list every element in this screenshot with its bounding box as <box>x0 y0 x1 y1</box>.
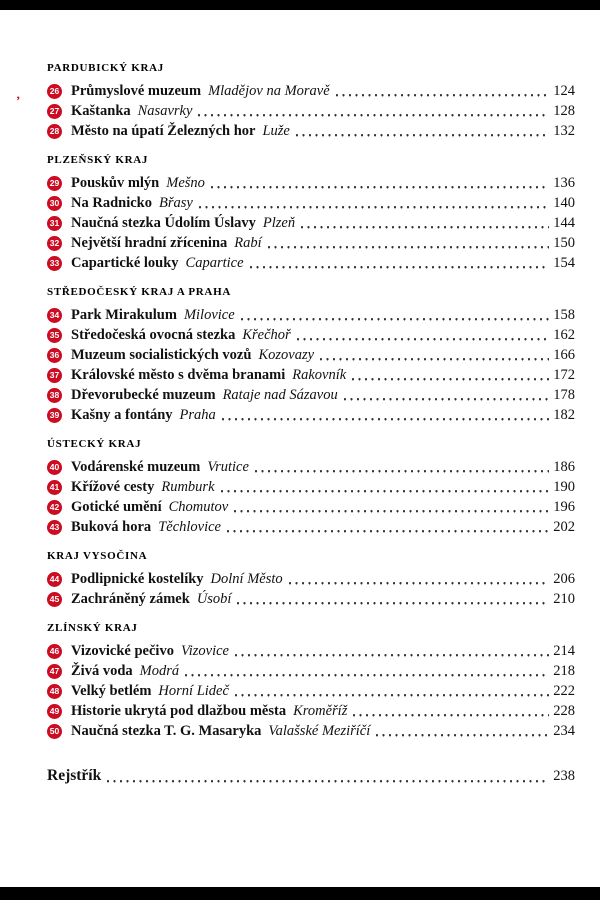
dot-leader <box>211 173 549 193</box>
toc-section <box>47 550 575 609</box>
entry-place: Capartice <box>185 254 244 271</box>
section-heading: PLZEŇSKÝ KRAJ <box>47 154 149 166</box>
entry-page-number: 222 <box>553 682 575 699</box>
entry-title: Kašny a fontány <box>71 406 173 423</box>
entry-page-number: 186 <box>553 458 575 475</box>
entry-place: Rakovník <box>292 366 347 383</box>
dot-leader <box>241 305 550 325</box>
entry-place: Kroměříž <box>293 702 348 719</box>
entry-page-number: 158 <box>553 306 575 323</box>
entry-title: Naučná stezka Údolím Úslavy <box>71 214 256 231</box>
entry-number-badge: 32 <box>47 236 62 251</box>
entry-page-number: 166 <box>553 346 575 363</box>
dot-leader <box>250 253 550 273</box>
toc-entry-row <box>47 701 575 721</box>
toc-section <box>47 438 575 537</box>
entry-page-number: 162 <box>553 326 575 343</box>
entry-number-badge: 49 <box>47 704 62 719</box>
toc-entry-row <box>47 517 575 537</box>
entry-number-badge: 42 <box>47 500 62 515</box>
entry-number-badge: 40 <box>47 460 62 475</box>
entry-number-badge: 48 <box>47 684 62 699</box>
entry-place: Plzeň <box>262 214 296 231</box>
entry-page-number: 172 <box>553 366 575 383</box>
entry-title: Na Radnicko <box>71 194 152 211</box>
toc-entry-row <box>47 497 575 517</box>
dot-leader <box>289 569 550 589</box>
entry-number-badge: 28 <box>47 124 62 139</box>
entry-place: Nasavrky <box>137 102 193 119</box>
entry-number-badge: 39 <box>47 408 62 423</box>
entry-page-number: 178 <box>553 386 575 403</box>
entry-number-badge: 33 <box>47 256 62 271</box>
toc-section <box>47 62 575 141</box>
entry-place: Mladějov na Moravě <box>208 82 330 99</box>
toc-entry-row <box>47 405 575 425</box>
entry-page-number: 202 <box>553 518 575 535</box>
entry-title: Park Mirakulum <box>71 306 177 323</box>
dot-leader <box>376 721 549 741</box>
entry-title: Muzeum socialistických vozů <box>71 346 252 363</box>
toc-entry-row <box>47 569 575 589</box>
entry-number-badge: 46 <box>47 644 62 659</box>
dot-leader <box>352 365 549 385</box>
toc-entry-row <box>47 721 575 741</box>
entry-page-number: 218 <box>553 662 575 679</box>
toc-section <box>47 154 575 273</box>
toc-page <box>0 10 600 887</box>
bottom-letterbox-bar <box>0 887 600 900</box>
toc-entry-row <box>47 121 575 141</box>
entry-title: Vodárenské muzeum <box>71 458 201 475</box>
entry-page-number: 136 <box>553 174 575 191</box>
toc-entry-row <box>47 477 575 497</box>
entry-page-number: 140 <box>553 194 575 211</box>
entry-number-badge: 27 <box>47 104 62 119</box>
toc-entry-row <box>47 173 575 193</box>
entry-place: Praha <box>179 406 216 423</box>
entry-title: Historie ukrytá pod dlažbou města <box>71 702 287 719</box>
dot-leader <box>296 121 549 141</box>
toc-entry-row <box>47 81 575 101</box>
entry-place: Těchlovice <box>158 518 221 535</box>
entry-page-number: 206 <box>553 570 575 587</box>
entry-title: Průmyslové muzeum <box>71 82 202 99</box>
entry-page-number: 210 <box>553 590 575 607</box>
entry-page-number: 182 <box>553 406 575 423</box>
dot-leader <box>221 477 550 497</box>
toc-entry-row <box>47 345 575 365</box>
entry-place: Dolní Město <box>210 570 283 587</box>
entry-number-badge: 34 <box>47 308 62 323</box>
section-heading: ÚSTECKÝ KRAJ <box>47 438 142 450</box>
dot-leader <box>185 661 549 681</box>
dot-leader <box>353 701 549 721</box>
toc-entry-row <box>47 193 575 213</box>
entry-title: Dřevorubecké muzeum <box>71 386 216 403</box>
entry-title: Zachráněný zámek <box>71 590 190 607</box>
entry-place: Rataje nad Sázavou <box>222 386 338 403</box>
entry-page-number: 150 <box>553 234 575 251</box>
entry-number-badge: 35 <box>47 328 62 343</box>
toc-entry-row <box>47 661 575 681</box>
dot-leader <box>237 589 549 609</box>
entry-number-badge: 26 <box>47 84 62 99</box>
entry-page-number: 144 <box>553 214 575 231</box>
toc-entry-row <box>47 213 575 233</box>
dot-leader <box>255 457 549 477</box>
entry-page-number: 234 <box>553 722 575 739</box>
entry-place: Úsobí <box>196 590 232 607</box>
dot-leader <box>235 681 549 701</box>
dot-leader <box>297 325 550 345</box>
dot-leader <box>234 497 549 517</box>
entry-page-number: 190 <box>553 478 575 495</box>
entry-page-number: 132 <box>553 122 575 139</box>
toc-entry-row <box>47 253 575 273</box>
entry-place: Rumburk <box>161 478 215 495</box>
entry-place: Luže <box>262 122 290 139</box>
section-heading: KRAJ VYSOČINA <box>47 550 148 562</box>
entry-title: Křížové cesty <box>71 478 155 495</box>
index-page-number: 238 <box>553 767 575 784</box>
entry-number-badge: 47 <box>47 664 62 679</box>
dot-leader <box>222 405 549 425</box>
entry-number-badge: 37 <box>47 368 62 383</box>
dot-leader <box>336 81 550 101</box>
entry-place: Milovice <box>183 306 235 323</box>
toc-sections <box>47 62 575 741</box>
entry-place: Horní Lideč <box>158 682 229 699</box>
toc-entry-row <box>47 101 575 121</box>
entry-number-badge: 29 <box>47 176 62 191</box>
section-heading: PARDUBICKÝ KRAJ <box>47 62 164 74</box>
index-title: Rejstřík <box>47 767 102 784</box>
dot-leader <box>235 641 549 661</box>
toc-entry-row <box>47 233 575 253</box>
entry-title: Podlipnické kostelíky <box>71 570 204 587</box>
toc-entry-row <box>47 385 575 405</box>
entry-place: Valašské Meziříčí <box>268 722 371 739</box>
toc-entry-row <box>47 589 575 609</box>
entry-title: Gotické umění <box>71 498 162 515</box>
entry-number-badge: 38 <box>47 388 62 403</box>
entry-number-badge: 44 <box>47 572 62 587</box>
entry-title: Kaštanka <box>71 102 131 119</box>
entry-title: Buková hora <box>71 518 152 535</box>
dot-leader <box>199 193 549 213</box>
entry-number-badge: 45 <box>47 592 62 607</box>
entry-place: Kozovazy <box>258 346 315 363</box>
entry-place: Rabí <box>234 234 262 251</box>
entry-place: Modrá <box>139 662 180 679</box>
toc-section <box>47 622 575 741</box>
entry-number-badge: 43 <box>47 520 62 535</box>
entry-title: Živá voda <box>71 662 133 679</box>
entry-place: Chomutov <box>168 498 229 515</box>
entry-place: Vizovice <box>180 642 229 659</box>
entry-page-number: 124 <box>553 82 575 99</box>
section-heading: STŘEDOČESKÝ KRAJ A PRAHA <box>47 286 231 298</box>
index-entry-row <box>47 765 575 787</box>
dot-leader <box>344 385 550 405</box>
dot-leader <box>301 213 549 233</box>
dot-leader <box>320 345 549 365</box>
entry-title: Středočeská ovocná stezka <box>71 326 236 343</box>
section-heading: ZLÍNSKÝ KRAJ <box>47 622 138 634</box>
toc-entry-row <box>47 365 575 385</box>
toc-entry-row <box>47 305 575 325</box>
entry-title: Vizovické pečivo <box>71 642 174 659</box>
toc-entry-row <box>47 457 575 477</box>
toc-section <box>47 286 575 425</box>
entry-page-number: 196 <box>553 498 575 515</box>
entry-number-badge: 41 <box>47 480 62 495</box>
entry-page-number: 228 <box>553 702 575 719</box>
entry-title: Město na úpatí Železných hor <box>71 122 256 139</box>
entry-number-badge: 30 <box>47 196 62 211</box>
entry-number-badge: 36 <box>47 348 62 363</box>
toc-entry-row <box>47 641 575 661</box>
entry-title: Největší hradní zřícenina <box>71 234 228 251</box>
entry-number-badge: 50 <box>47 724 62 739</box>
entry-page-number: 154 <box>553 254 575 271</box>
entry-page-number: 128 <box>553 102 575 119</box>
entry-place: Křečhoř <box>242 326 291 343</box>
dot-leader <box>198 101 549 121</box>
entry-page-number: 214 <box>553 642 575 659</box>
stray-red-mark: ’ <box>16 93 21 108</box>
entry-place: Břasy <box>158 194 193 211</box>
toc-entry-row <box>47 325 575 345</box>
entry-place: Mešno <box>166 174 205 191</box>
entry-place: Vrutice <box>207 458 249 475</box>
entry-title: Pouskův mlýn <box>71 174 160 191</box>
entry-title: Velký betlém <box>71 682 152 699</box>
dot-leader <box>227 517 549 537</box>
entry-title: Naučná stezka T. G. Masaryka <box>71 722 262 739</box>
entry-title: Capartické louky <box>71 254 179 271</box>
entry-number-badge: 31 <box>47 216 62 231</box>
top-letterbox-bar <box>0 0 600 10</box>
toc-entry-row <box>47 681 575 701</box>
dot-leader <box>107 765 549 787</box>
dot-leader <box>268 233 550 253</box>
entry-title: Královské město s dvěma branami <box>71 366 286 383</box>
